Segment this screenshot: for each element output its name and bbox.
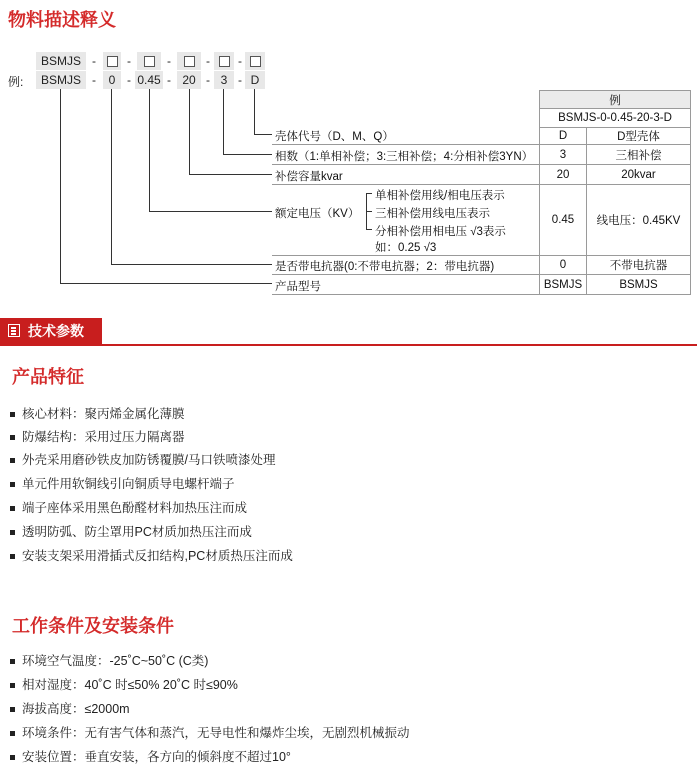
code-slot-1: [103, 52, 121, 70]
table-code: 0.45: [540, 185, 587, 256]
list-item: 海拔高度：≤2000m: [10, 699, 130, 717]
table-code: 3: [540, 145, 587, 165]
table-meaning: 20kvar: [587, 165, 691, 185]
tab-tech-params[interactable]: [0, 318, 102, 344]
document-icon: [8, 324, 20, 337]
bullet-icon: [10, 458, 15, 463]
desc-shell: 壳体代号（D、M、Q）: [275, 131, 394, 143]
example-prefix: BSMJS: [36, 71, 86, 89]
list-item: 核心材料：聚丙烯金属化薄膜: [10, 404, 185, 422]
list-item: 环境空气温度：-25˚C~50˚C (C类): [10, 651, 208, 669]
square-icon: [250, 56, 261, 67]
example-value: 0.45: [135, 71, 163, 89]
table-code: 20: [540, 165, 587, 185]
table-meaning: D型壳体: [587, 128, 691, 145]
list-item: 透明防弧、防尘罩用PC材质加热压注而成: [10, 522, 252, 540]
desc-voltage-opt: 如：0.25 √3: [375, 242, 437, 254]
code-slot-4: [214, 52, 234, 70]
tab-label: 技术参数: [28, 323, 84, 339]
example-label: 例:: [8, 75, 24, 89]
bullet-icon: [10, 435, 15, 440]
list-item: 防爆结构：采用过压力隔离器: [10, 427, 185, 445]
list-item: 安装支架采用滑插式反扣结构,PC材质热压注而成: [10, 546, 293, 564]
code-slot-5: [245, 52, 265, 70]
dash: -: [167, 54, 171, 68]
table-code: D: [540, 128, 587, 145]
code-slot-2: [137, 52, 161, 70]
list-item: 环境条件：无有害气体和蒸汽，无导电性和爆炸尘埃，无剧烈机械振动: [10, 723, 410, 741]
desc-voltage-opt: 单相补偿用线/相电压表示: [375, 190, 505, 202]
tab-underline: [0, 344, 697, 346]
dash: -: [206, 54, 210, 68]
table-header: 例: [540, 91, 691, 109]
list-item: 安装位置：垂直安装，各方向的倾斜度不超过10°: [10, 747, 291, 765]
code-prefix: BSMJS: [36, 52, 86, 70]
desc-voltage: 额定电压（KV）: [275, 208, 360, 220]
bullet-icon: [10, 683, 15, 688]
desc-voltage-opt: 三相补偿用线电压表示: [375, 208, 490, 220]
example-value: 20: [177, 71, 201, 89]
dash: -: [92, 73, 96, 87]
list-item: 端子座体采用黑色酚醛材料加热压注而成: [10, 498, 247, 516]
table-code: BSMJS: [540, 275, 587, 295]
bullet-icon: [10, 731, 15, 736]
square-icon: [107, 56, 118, 67]
example-value: D: [245, 71, 265, 89]
spec-table: [539, 90, 691, 295]
desc-capacity: 补偿容量kvar: [275, 171, 343, 183]
code-slot-3: [177, 52, 201, 70]
dash: -: [127, 54, 131, 68]
table-code: 0: [540, 256, 587, 275]
dash: -: [167, 73, 171, 87]
bullet-icon: [10, 506, 15, 511]
desc-voltage-opt: 分相补偿用相电压 √3表示: [375, 226, 506, 238]
table-meaning: 线电压：0.45KV: [587, 185, 691, 256]
conditions-title: 工作条件及安装条件: [12, 616, 174, 636]
bullet-icon: [10, 554, 15, 559]
bullet-icon: [10, 412, 15, 417]
features-title: 产品特征: [12, 367, 84, 387]
dash: -: [92, 54, 96, 68]
list-item: 相对湿度：40˚C 时≤50% 20˚C 时≤90%: [10, 675, 238, 693]
table-meaning: 不带电抗器: [587, 256, 691, 275]
bullet-icon: [10, 482, 15, 487]
list-item: 外壳采用磨砂铁皮加防锈覆膜/马口铁喷漆处理: [10, 450, 275, 468]
page-title: 物料描述释义: [8, 10, 116, 30]
dash: -: [206, 73, 210, 87]
example-value: 3: [214, 71, 234, 89]
example-value: 0: [103, 71, 121, 89]
table-meaning: 三相补偿: [587, 145, 691, 165]
table-meaning: BSMJS: [587, 275, 691, 295]
table-model: BSMJS-0-0.45-20-3-D: [540, 109, 691, 128]
bullet-icon: [10, 707, 15, 712]
square-icon: [144, 56, 155, 67]
list-item: 单元件用软铜线引向铜质导电螺杆端子: [10, 474, 235, 492]
desc-model: 产品型号: [275, 281, 321, 293]
dash: -: [238, 73, 242, 87]
dash: -: [238, 54, 242, 68]
desc-phase: 相数（1:单相补偿；3:三相补偿；4:分相补偿3YN）: [275, 151, 534, 163]
dash: -: [127, 73, 131, 87]
square-icon: [219, 56, 230, 67]
bullet-icon: [10, 530, 15, 535]
square-icon: [184, 56, 195, 67]
bullet-icon: [10, 659, 15, 664]
desc-reactor: 是否带电抗器(0:不带电抗器；2：带电抗器): [275, 261, 495, 273]
bullet-icon: [10, 755, 15, 760]
